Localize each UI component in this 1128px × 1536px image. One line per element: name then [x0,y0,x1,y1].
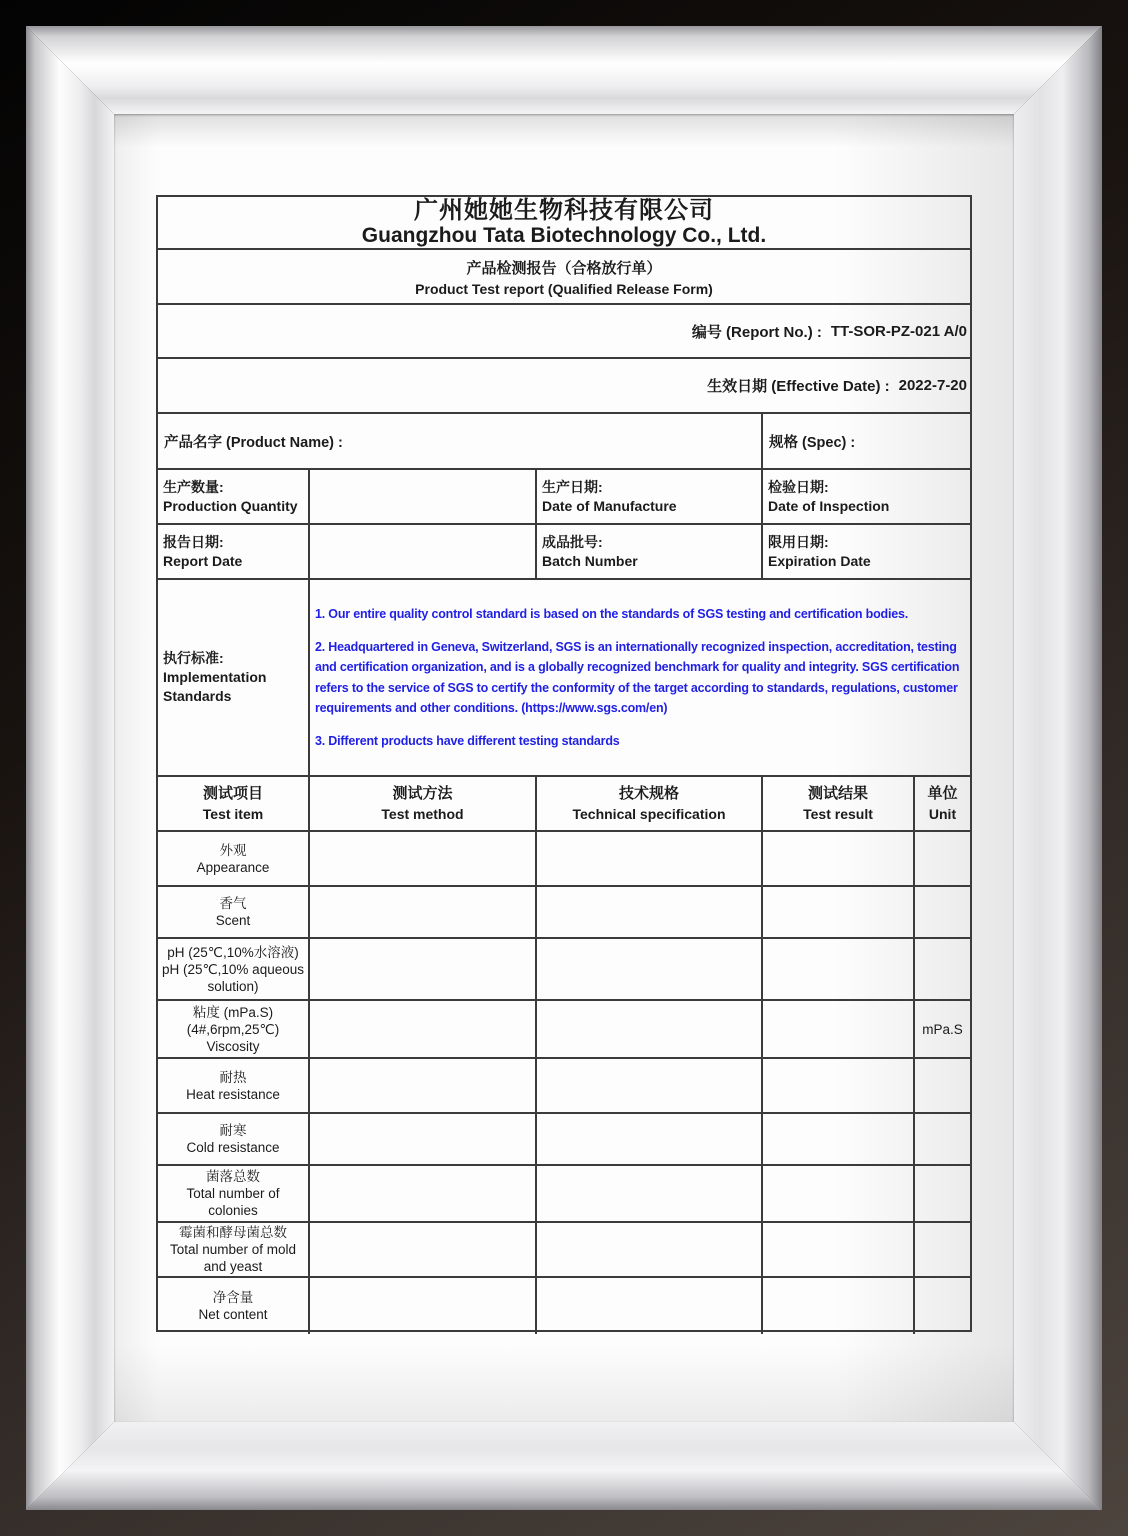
date-of-inspection-label: 检验日期: Date of Inspection [768,478,890,514]
test-item-label: pH (25℃,10%水溶液) pH (25℃,10% aqueous solution) [158,939,310,999]
test-item-label: 净含量 Net content [158,1278,310,1334]
standards-paragraph-3: 3. Different products have different testing standards [315,734,620,748]
table-row-cold-resistance [158,1114,970,1166]
table-row-ph [158,939,970,1001]
table-row-heat-resistance [158,1059,970,1114]
report-no-row [158,305,970,359]
expiration-date-label: 限用日期: Expiration Date [768,533,871,569]
test-item-label: 菌落总数 Total number of colonies [158,1166,310,1221]
product-test-report [156,195,972,1332]
document-title-block [158,250,970,305]
frame-molding-right [1014,26,1102,1510]
report-date-value-cell [310,525,537,578]
company-name-zh: 广州她她生物科技有限公司 [414,196,714,224]
report-no-label: 编号 (Report No.) : [691,323,822,341]
col-test-result: 测试结果 Test result [763,777,915,830]
company-header [158,197,970,250]
document-title-en: Product Test report (Qualified Release Form) [415,280,713,297]
document-title-zh: 产品检测报告（合格放行单） [466,259,662,277]
implementation-standards-label: 执行标准: Implementation Standards [158,580,310,775]
effective-date-row [158,359,970,414]
table-row-mold-yeast [158,1223,970,1278]
production-quantity-value-cell [310,470,537,523]
product-name-row [158,414,970,470]
spec-label: 规格 (Spec) : [769,434,856,451]
table-row-appearance [158,832,970,887]
info-row-2 [158,525,970,580]
effective-date-label: 生效日期 (Effective Date) : [707,378,890,395]
test-item-label: 香气 Scent [158,887,310,937]
table-row-total-colonies [158,1166,970,1223]
report-date-label: 报告日期: Report Date [158,525,310,578]
test-item-label: 霉菌和酵母菌总数 Total number of mold and yeast [158,1223,310,1276]
standards-paragraph-2: 2. Headquartered in Geneva, Switzerland, SGS is an internationally recognized inspection, accreditation, testing and certification organization, and is a globally recognized benchmark for quality and integrity. SGS certification refers to the service of SGS to certify the conformity of the target according to standards, regulations, customer requirements and other conditions. (https://www.sgs.com/en) [315,640,960,715]
test-item-label: 耐热 Heat resistance [158,1059,310,1112]
col-technical-specification: 技术规格 Technical specification [537,777,763,830]
product-name-label: 产品名字 (Product Name) : [158,414,763,468]
batch-number-label: 成品批号: Batch Number [537,525,763,578]
table-row-scent [158,887,970,939]
standards-paragraph-1: 1. Our entire quality control standard is based on the standards of SGS testing and certification bodies. [315,606,908,621]
test-item-label: 粘度 (mPa.S) (4#,6rpm,25℃) Viscosity [158,1001,310,1057]
viscosity-unit: mPa.S [922,1021,963,1037]
frame-molding-left [26,26,114,1510]
test-item-label: 耐寒 Cold resistance [158,1114,310,1164]
implementation-standards-text [310,580,970,775]
col-unit: 单位 Unit [927,784,958,822]
frame-molding-bottom [26,1422,1102,1510]
date-of-manufacture-label: 生产日期: Date of Manufacture [537,470,763,523]
col-test-method: 测试方法 Test method [310,777,537,830]
info-row-1 [158,470,970,525]
frame-molding-top [26,26,1102,114]
col-test-item: 测试项目 Test item [158,777,310,830]
test-item-label: 外观 Appearance [158,832,310,885]
company-name-en: Guangzhou Tata Biotechnology Co., Ltd. [361,223,767,247]
table-row-viscosity [158,1001,970,1059]
effective-date-value: 2022-7-20 [898,377,967,394]
implementation-standards-row [158,580,970,777]
production-quantity-label: 生产数量: Production Quantity [158,470,310,523]
test-table-header [158,777,970,832]
table-row-net-content [158,1278,970,1334]
report-no-value: TT-SOR-PZ-021 A/0 [830,322,967,340]
